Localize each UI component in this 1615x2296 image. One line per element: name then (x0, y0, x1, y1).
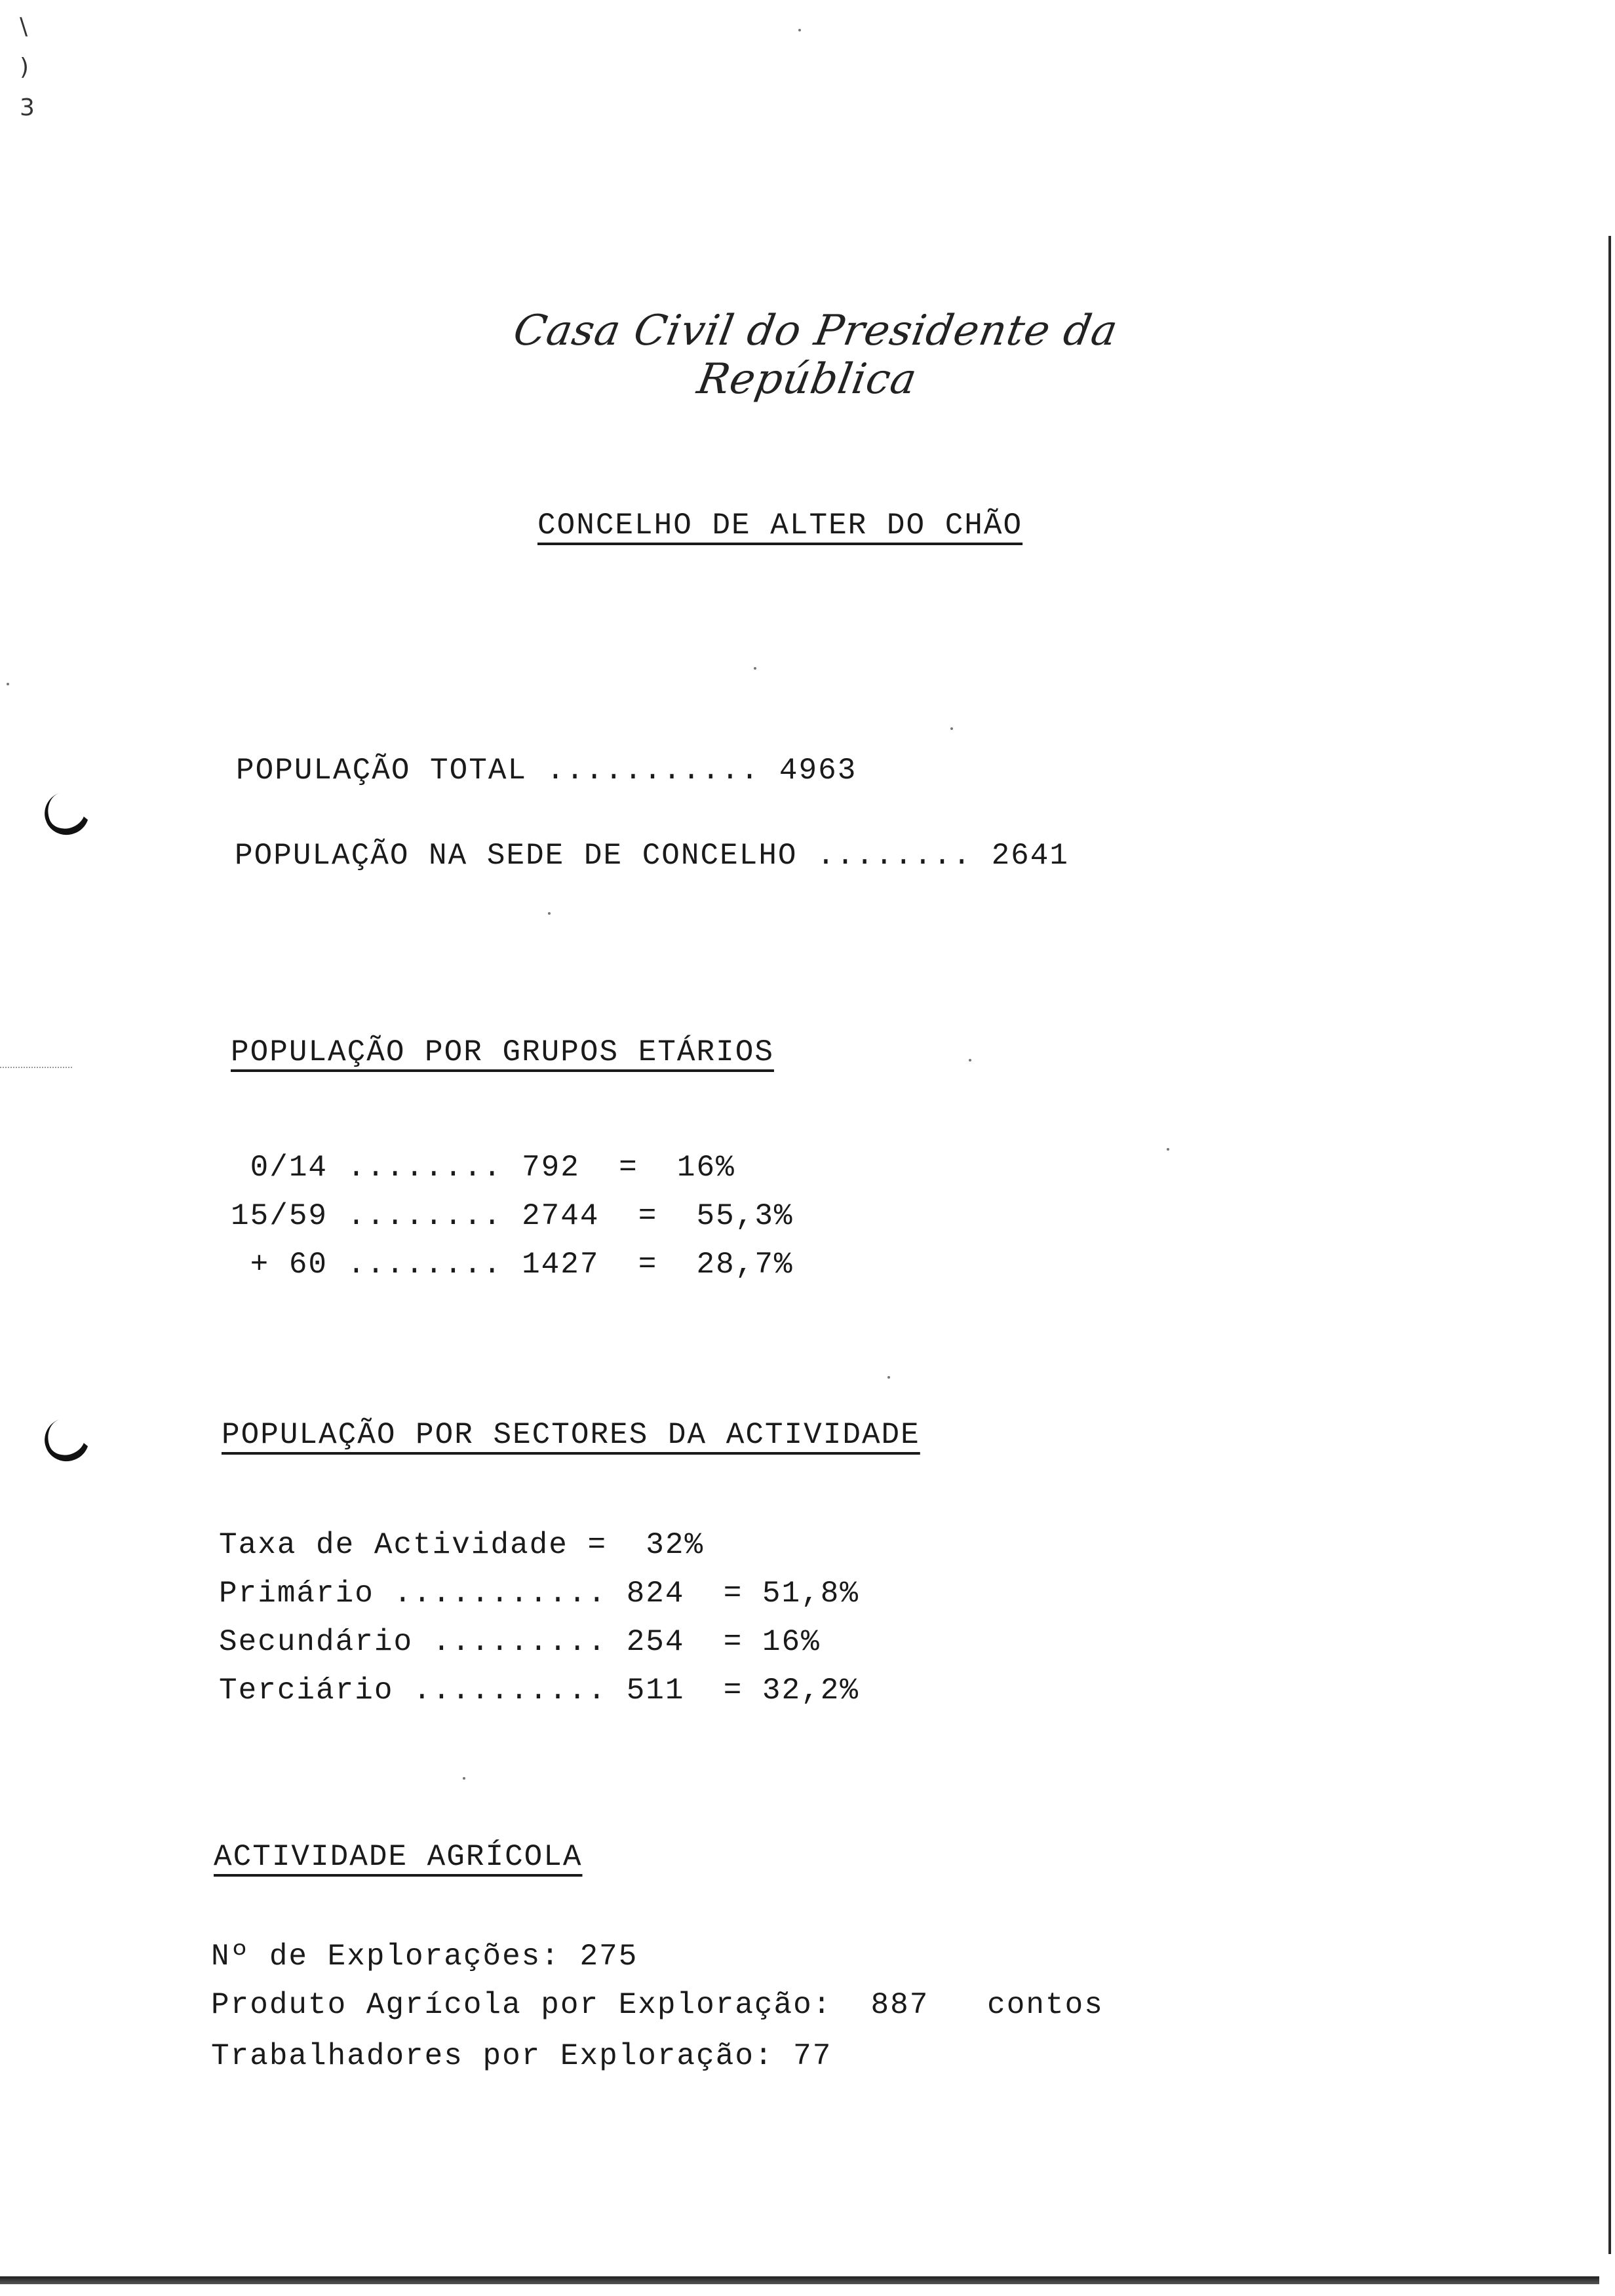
sector-row: Primário ........... 824 = 51,8% (219, 1577, 859, 1611)
age-groups-heading: POPULAÇÃO POR GRUPOS ETÁRIOS (231, 1035, 774, 1069)
scan-speck (887, 1376, 890, 1379)
age-group-row: 0/14 ........ 792 = 16% (231, 1151, 735, 1185)
binder-hole-mark (39, 785, 95, 841)
agriculture-row: Produto Agrícola por Exploração: 887 contos (211, 1988, 1104, 2022)
scan-speck (463, 1777, 465, 1780)
sector-row: Terciário .......... 511 = 32,2% (219, 1674, 859, 1708)
page-bottom-edge (0, 2276, 1599, 2284)
scan-speck (969, 1059, 971, 1062)
scan-artifact-dots (0, 1067, 72, 1069)
age-group-row: + 60 ........ 1427 = 28,7% (231, 1248, 794, 1282)
population-sede-line: POPULAÇÃO NA SEDE DE CONCELHO ........ 2641 (235, 839, 1069, 873)
population-total-line: POPULAÇÃO TOTAL ........... 4963 (236, 754, 857, 788)
sector-row: Secundário ......... 254 = 16% (219, 1625, 821, 1659)
corner-handwritten-marks: \ ) 3 (20, 13, 35, 121)
scan-speck (7, 683, 9, 685)
binder-hole-mark (39, 1411, 95, 1467)
scan-speck (798, 29, 801, 31)
letterhead: Casa Civil do Presidente da República (509, 307, 1122, 404)
age-group-row: 15/59 ........ 2744 = 55,3% (231, 1199, 794, 1233)
scan-speck (754, 667, 756, 670)
agriculture-row: Nº de Explorações: 275 (211, 1940, 638, 1974)
agriculture-heading: ACTIVIDADE AGRÍCOLA (214, 1840, 583, 1874)
scan-speck (548, 912, 551, 915)
agriculture-row: Trabalhadores por Exploração: 77 (211, 2039, 832, 2073)
sector-row: Taxa de Actividade = 32% (219, 1528, 705, 1562)
scan-speck (1167, 1148, 1169, 1151)
sectors-heading: POPULAÇÃO POR SECTORES DA ACTIVIDADE (222, 1418, 920, 1452)
page-right-edge (1608, 236, 1611, 2254)
scan-speck (950, 727, 953, 730)
page-title: CONCELHO DE ALTER DO CHÃO (537, 508, 1023, 543)
